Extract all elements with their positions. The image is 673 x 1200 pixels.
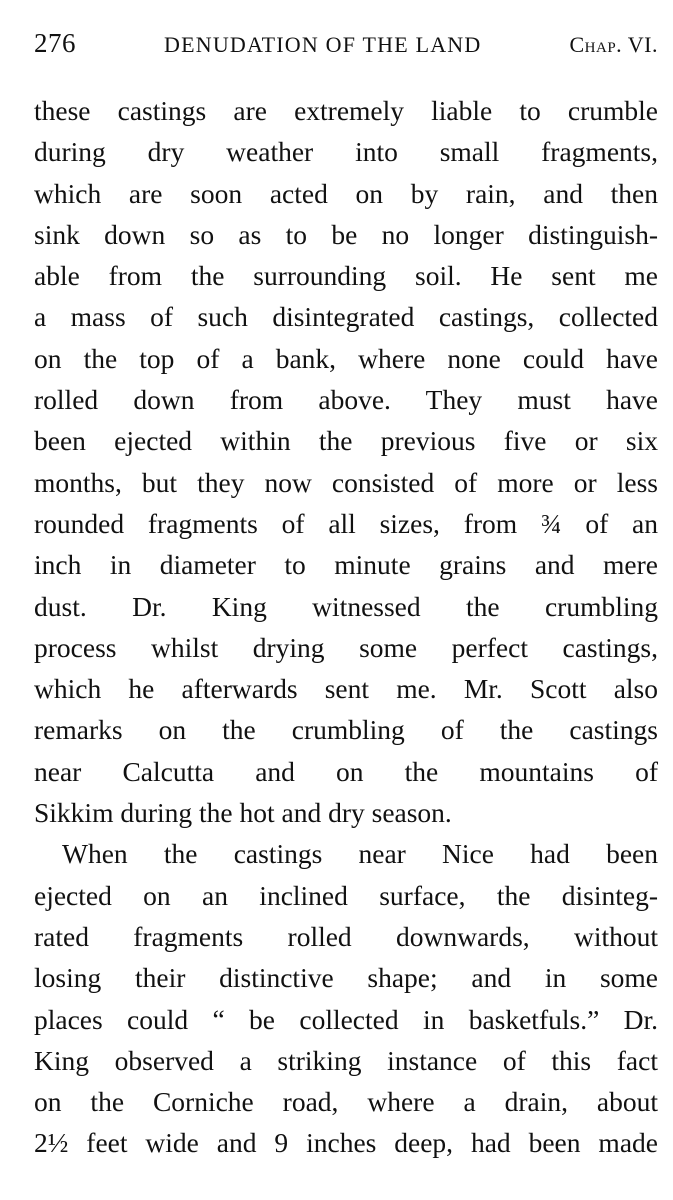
paragraph <box>34 833 658 1163</box>
page-number: 276 <box>34 28 76 58</box>
running-title: DENUDATION OF THE LAND <box>164 32 482 57</box>
text-line: able from the surrounding soil. He sent me <box>34 260 658 292</box>
text-line: near Calcutta and on the mountains of <box>34 755 658 787</box>
text-line: places could “ be collected in basketfuls.” Dr. <box>34 1003 658 1035</box>
text-line: rolled down from above. They must have <box>34 384 658 416</box>
text-line: sink down so as to be no longer distinguish- <box>34 218 658 250</box>
text-line: 2½ feet wide and 9 inches deep, had been made <box>34 1127 658 1159</box>
text-line: on the Corniche road, where a drain, about <box>34 1086 658 1118</box>
text-line: process whilst drying some perfect castings, <box>34 631 658 663</box>
text-line: these castings are extremely liable to crumble <box>34 95 658 126</box>
text-line: rated fragments rolled downwards, without <box>34 920 658 952</box>
text-line: inch in diameter to minute grains and mere <box>34 549 658 581</box>
text-line: months, but they now consisted of more or less <box>34 466 658 498</box>
text-line: on the top of a bank, where none could have <box>34 342 658 374</box>
text-line: which he afterwards sent me. Mr. Scott also <box>34 673 658 705</box>
text-line: King observed a striking instance of this fact <box>34 1044 658 1076</box>
chapter-label: Chap. VI. <box>569 32 658 57</box>
body-text <box>34 90 658 1164</box>
running-header <box>34 28 662 64</box>
text-line: Sikkim during the hot and dry season. <box>34 797 452 829</box>
text-line: during dry weather into small fragments, <box>34 136 658 168</box>
text-line: remarks on the crumbling of the castings <box>34 714 658 746</box>
text-line: which are soon acted on by rain, and then <box>34 177 658 209</box>
text-line: rounded fragments of all sizes, from ¾ of an <box>34 507 658 539</box>
text-line: dust. Dr. King witnessed the crumbling <box>34 590 658 622</box>
text-line: a mass of such disintegrated castings, collected <box>34 301 658 333</box>
paragraph <box>34 90 658 833</box>
text-line: losing their distinctive shape; and in some <box>34 962 658 994</box>
text-line: ejected on an inclined surface, the disinteg- <box>34 879 658 911</box>
text-line: When the castings near Nice had been <box>62 838 658 870</box>
text-line: been ejected within the previous five or six <box>34 425 658 457</box>
